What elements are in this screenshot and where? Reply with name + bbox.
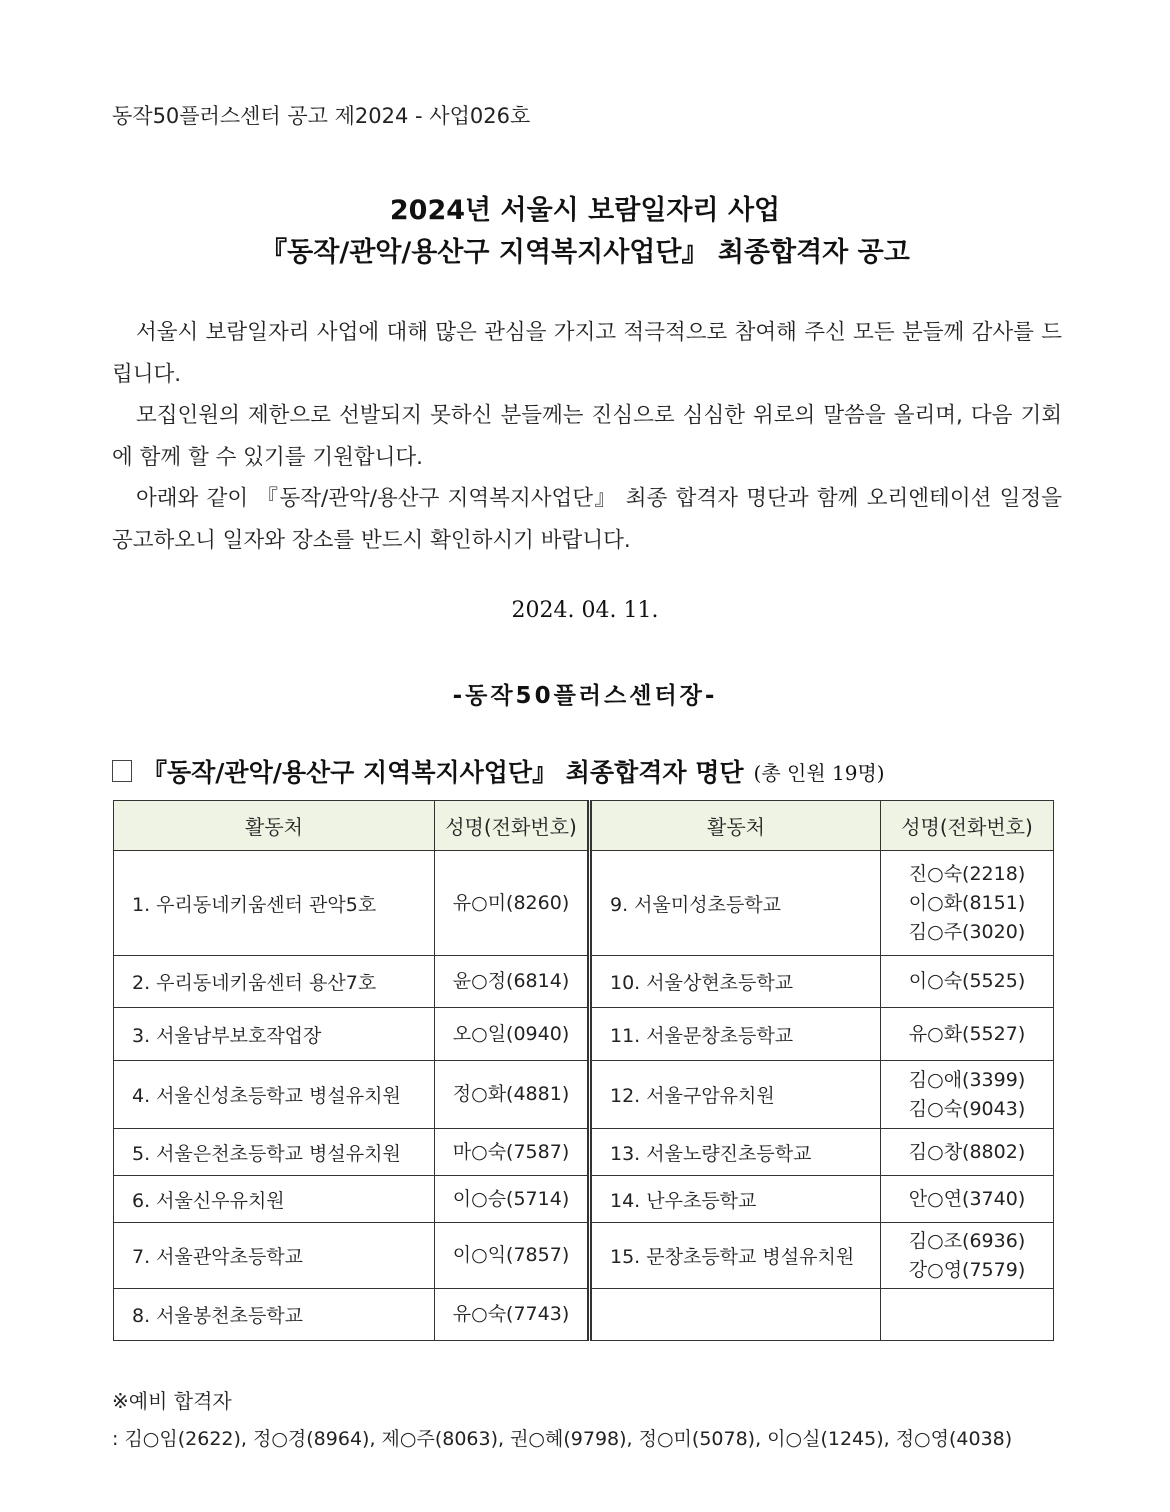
cell-place-right: 10. 서울상현초등학교 <box>590 956 881 1008</box>
reserve-list: : 김○임(2622), 정○경(8964), 제○주(8063), 권○혜(9798), 정○미(5078), 이○실(1245), 정○영(4038) <box>112 1428 1013 1450</box>
cell-name-left: 마○숙(7587) <box>435 1129 590 1176</box>
cell-place-left: 8. 서울봉천초등학교 <box>114 1289 435 1341</box>
cell-name-left: 유○숙(7743) <box>435 1289 590 1341</box>
roster-total: (총 인원 19명) <box>753 760 885 785</box>
signer: -동작50플러스센터장- <box>452 683 718 709</box>
cell-name-left: 윤○정(6814) <box>435 956 590 1008</box>
roster-heading <box>112 753 885 789</box>
cell-name-right: 안○연(3740) <box>881 1176 1054 1223</box>
cell-place-right: 14. 난우초등학교 <box>590 1176 881 1223</box>
table-row <box>114 1289 1054 1341</box>
paragraph-regret: 모집인원의 제한으로 선발되지 못하신 분들께는 진심으로 심심한 위로의 말씀을 올리며, 다음 기회에 함께 할 수 있기를 기원합니다. <box>112 403 1062 470</box>
cell-name-left: 오○일(0940) <box>435 1008 590 1061</box>
cell-place-left: 6. 서울신우유치원 <box>114 1176 435 1223</box>
cell-name-right: 유○화(5527) <box>881 1008 1054 1061</box>
cell-place-right: 15. 문창초등학교 병설유치원 <box>590 1223 881 1289</box>
cell-name-right: 김○애(3399) 김○숙(9043) <box>881 1061 1054 1129</box>
checkbox-icon <box>112 760 132 782</box>
cell-place-right: 12. 서울구암유치원 <box>590 1061 881 1129</box>
announcement-date: 2024. 04. 11. <box>511 598 659 623</box>
cell-place-left: 7. 서울관악초등학교 <box>114 1223 435 1289</box>
reserve-label: ※예비 합격자 <box>112 1389 232 1413</box>
cell-name-left: 유○미(8260) <box>435 851 590 956</box>
cell-name-left: 정○화(4881) <box>435 1061 590 1129</box>
cell-place-right <box>590 1289 881 1341</box>
cell-name-right <box>881 1289 1054 1341</box>
header-place-left: 활동처 <box>114 801 435 851</box>
cell-name-right: 진○숙(2218) 이○화(8151) 김○주(3020) <box>881 851 1054 956</box>
header-name-left: 성명(전화번호) <box>435 801 590 851</box>
cell-name-right: 김○창(8802) <box>881 1129 1054 1176</box>
page-title-line-2: 『동작/관악/용산구 지역복지사업단』 최종합격자 공고 <box>260 237 910 268</box>
table-row <box>114 1176 1054 1223</box>
cell-place-left: 2. 우리동네키움센터 용산7호 <box>114 956 435 1008</box>
paragraph-notice: 아래와 같이 『동작/관악/용산구 지역복지사업단』 최종 합격자 명단과 함께 오리엔테이션 일정을 공고하오니 일자와 장소를 반드시 확인하시기 바랍니다. <box>112 486 1062 553</box>
cell-place-left: 4. 서울신성초등학교 병설유치원 <box>114 1061 435 1129</box>
cell-place-right: 13. 서울노량진초등학교 <box>590 1129 881 1176</box>
page-title-line-1: 2024년 서울시 보람일자리 사업 <box>389 195 781 226</box>
table-row <box>114 1061 1054 1129</box>
cell-name-left: 이○승(5714) <box>435 1176 590 1223</box>
header-place-right: 활동처 <box>590 801 881 851</box>
table-row <box>114 1008 1054 1061</box>
table-row <box>114 1129 1054 1176</box>
cell-name-left: 이○익(7857) <box>435 1223 590 1289</box>
table-row <box>114 956 1054 1008</box>
cell-place-left: 5. 서울은천초등학교 병설유치원 <box>114 1129 435 1176</box>
roster-heading-text: 『동작/관악/용산구 지역복지사업단』 최종합격자 명단 <box>142 758 744 787</box>
cell-place-right: 9. 서울미성초등학교 <box>590 851 881 956</box>
cell-place-left: 3. 서울남부보호작업장 <box>114 1008 435 1061</box>
table-row <box>114 851 1054 956</box>
doc-number: 동작50플러스센터 공고 제2024 - 사업026호 <box>112 104 531 128</box>
paragraph-thanks: 서울시 보람일자리 사업에 대해 많은 관심을 가지고 적극적으로 참여해 주신 모든 분들께 감사를 드립니다. <box>112 320 1062 387</box>
roster-table <box>113 800 1054 1341</box>
table-header-row <box>114 801 1054 851</box>
cell-name-right: 김○조(6936) 강○영(7579) <box>881 1223 1054 1289</box>
announcement-body <box>112 312 1062 561</box>
cell-place-right: 11. 서울문창초등학교 <box>590 1008 881 1061</box>
header-name-right: 성명(전화번호) <box>881 801 1054 851</box>
cell-name-right: 이○숙(5525) <box>881 956 1054 1008</box>
cell-place-left: 1. 우리동네키움센터 관악5호 <box>114 851 435 956</box>
table-row <box>114 1223 1054 1289</box>
